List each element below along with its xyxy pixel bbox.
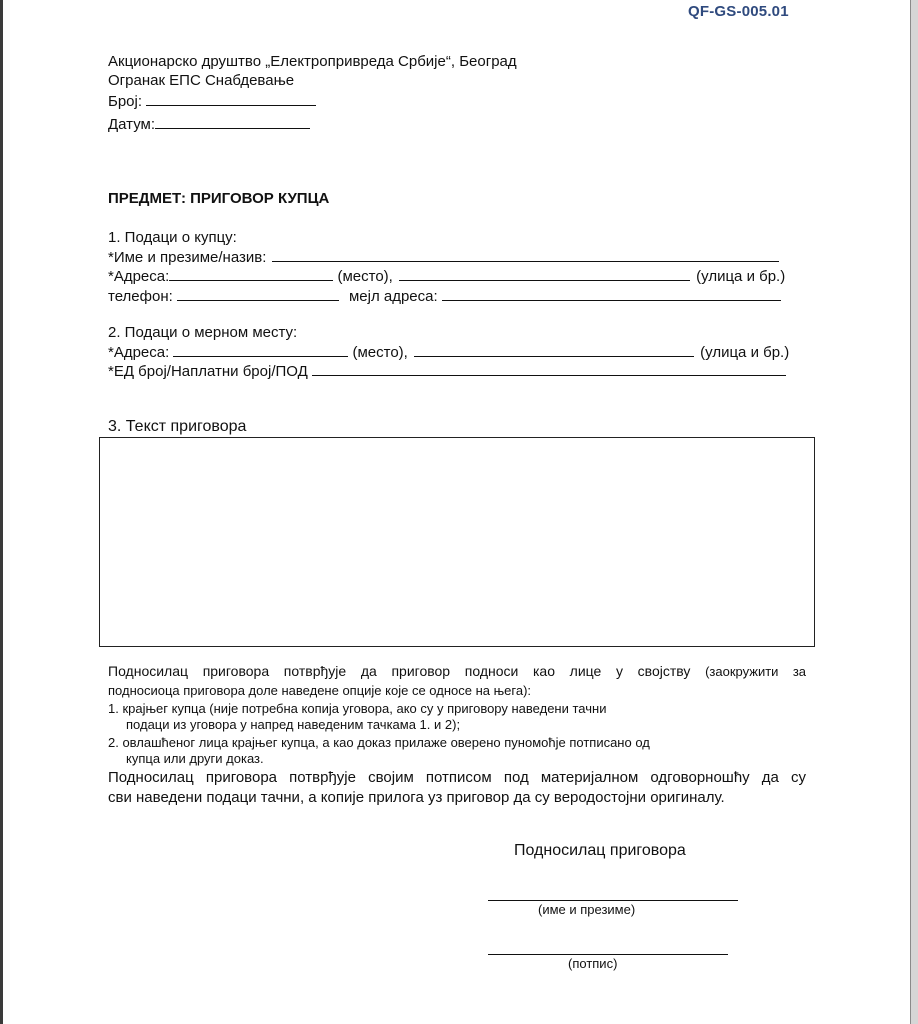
email-field[interactable] <box>442 287 781 301</box>
name-caption: (име и презиме) <box>538 902 636 917</box>
option2-line1: 2. овлашћеног лица крајњег купца, а као доказ прилаже оверено пуномоћје потписано од <box>108 735 650 750</box>
phone-label: телефон: <box>108 288 173 305</box>
declaration-intro-line1 <box>108 663 806 680</box>
meter-street-field[interactable] <box>414 343 694 357</box>
name-signature-line[interactable] <box>488 900 738 901</box>
customer-contact-row <box>108 287 781 306</box>
customer-name-field[interactable] <box>272 248 779 262</box>
signature-title: Подносилац приговора <box>514 842 686 859</box>
meter-place-field[interactable] <box>173 343 348 357</box>
meter-address-row <box>108 343 789 362</box>
subject-heading: ПРЕДМЕТ: ПРИГОВОР КУПЦА <box>108 190 330 207</box>
number-field[interactable] <box>146 92 316 106</box>
email-label: мејл адреса: <box>348 288 438 305</box>
section3-title: 3. Текст приговора <box>108 418 247 435</box>
date-field[interactable] <box>155 115 310 129</box>
company-name: Акционарско друштво „Електропривреда Србије“, Београд <box>108 53 517 70</box>
confirm-line2: сви наведени подаци тачни, а копије прилога уз приговор да су веродостојни оригиналу. <box>108 789 725 806</box>
customer-place-label: (место), <box>337 268 393 285</box>
customer-address-row <box>108 267 785 286</box>
customer-street-label: (улица и бр.) <box>696 268 786 285</box>
date-row <box>108 115 310 134</box>
customer-street-field[interactable] <box>399 267 690 281</box>
ed-number-field[interactable] <box>312 362 786 376</box>
declaration-intro-line2: подносиоца приговора доле наведене опције које се односе на њега): <box>108 683 532 698</box>
date-label: Датум: <box>108 116 156 133</box>
confirm-line1: Подносилац приговора потврђује својим потписом под материјалном одговорношћу да су <box>108 769 806 786</box>
customer-place-field[interactable] <box>169 267 333 281</box>
signature-line[interactable] <box>488 954 728 955</box>
customer-address-label: *Адреса: <box>108 268 170 285</box>
signature-caption: (потпис) <box>568 956 618 971</box>
option1-line2: подаци из уговора у напред наведеним тачкама 1. и 2); <box>126 717 461 732</box>
ed-number-row <box>108 362 786 381</box>
customer-name-row <box>108 248 779 267</box>
ed-number-label: *ЕД број/Наплатни број/ПОД <box>108 363 308 380</box>
branch-name: Огранак ЕПС Снабдевање <box>108 72 295 89</box>
complaint-text-box[interactable] <box>99 437 815 647</box>
number-row <box>108 92 316 111</box>
number-label: Број: <box>108 93 143 110</box>
page-left-edge <box>0 0 3 1024</box>
meter-place-label: (место), <box>352 344 408 361</box>
declaration-intro-text: Подносилац приговора потврђује да приговор подноси као лице у својству <box>108 663 691 679</box>
section2-title: 2. Подаци о мерном месту: <box>108 324 298 341</box>
page-right-edge <box>910 0 918 1024</box>
document-code: QF-GS-005.01 <box>688 3 789 20</box>
section1-title: 1. Подаци о купцу: <box>108 229 237 246</box>
customer-name-label: *Име и презиме/назив: <box>108 249 267 266</box>
phone-field[interactable] <box>177 287 339 301</box>
meter-address-label: *Адреса: <box>108 344 170 361</box>
declaration-intro-note: (заокружити за <box>705 664 807 679</box>
option1-line1: 1. крајњег купца (није потребна копија уговора, ако су у приговору наведени тачни <box>108 701 607 716</box>
meter-street-label: (улица и бр.) <box>700 344 790 361</box>
option2-line2: купца или други доказ. <box>126 751 264 766</box>
